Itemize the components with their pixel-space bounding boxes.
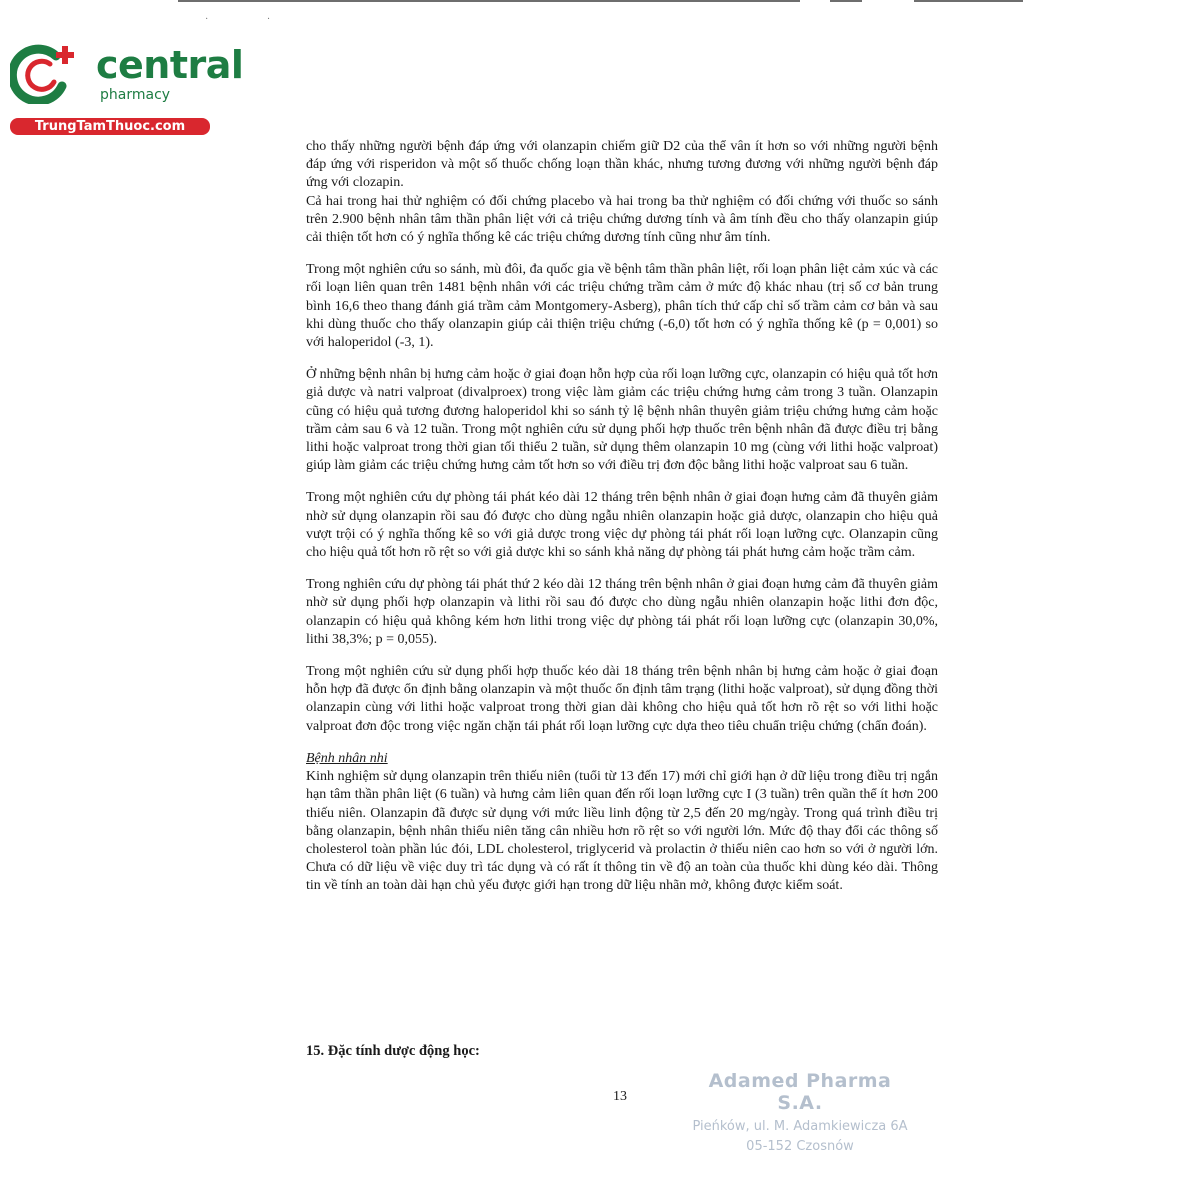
company-stamp	[684, 1070, 916, 1154]
pediatric-section	[306, 750, 938, 896]
paragraph: Cả hai trong hai thử nghiệm có đối chứng placebo và hai trong ba thử nghiệm có đối chứng với thuốc so sánh trên 2.900 bệnh nhân tâm thần phân liệt với cả triệu chứng dương tính và âm tính đều cho thấy olanzapin giúp cải thiện tốt hơn có ý nghĩa thống kê các triệu chứng dương tính cũng như âm tính.	[306, 193, 938, 246]
stamp-address: Pieńków, ul. M. Adamkiewicza 6A	[692, 1119, 908, 1134]
scan-specks: · ·	[205, 14, 299, 25]
stamp-postcode: 05-152 Czosnów	[746, 1139, 854, 1154]
section-title: 15. Đặc tính dược động học:	[306, 1043, 480, 1059]
brand-site-link[interactable]: TrungTamThuoc.com	[10, 118, 210, 135]
brand-logo[interactable]	[10, 38, 244, 138]
page-number: 13	[613, 1089, 627, 1104]
document-body	[306, 138, 938, 896]
paragraph: Ở những bệnh nhân bị hưng cảm hoặc ở giai đoạn hỗn hợp của rối loạn lưỡng cực, olanzapin có hiệu quả tốt hơn giả dược và natri valproat (divalproex) trong việc làm giảm các triệu chứng hưng cảm trong 3 tuần. Olanzapin cũng có hiệu quả tương đương haloperidol khi so sánh tỷ lệ bệnh nhân thuyên giảm triệu chứng hưng cảm hoặc trầm cảm sau 6 và 12 tuần. Trong một nghiên cứu sử dụng phối hợp thuốc trên bệnh nhân đã được điều trị bằng lithi hoặc valproat trong thời gian tối thiểu 2 tuần, sử dụng thêm olanzapin 10 mg (cùng với lithi hoặc valproat) giúp làm giảm các triệu chứng hưng cảm tốt hơn so với điều trị đơn độc bằng lithi hoặc valproat sau 6 tuần.	[306, 367, 938, 474]
pharmacy-cross-icon	[10, 42, 80, 104]
paragraph: Trong nghiên cứu dự phòng tái phát thứ 2 kéo dài 12 tháng trên bệnh nhân ở giai đoạn hưng cảm đã thuyên giảm nhờ sử dụng phối hợp olanzapin và lithi rồi sau đó được cho dùng ngẫu nhiên olanzapin hoặc lithi đơn độc, olanzapin có hiệu quả không kém hơn lithi trong việc dự phòng tái phát rối loạn lưỡng cực (olanzapin 30,0%, lithi 38,3%; p = 0,055).	[306, 577, 938, 647]
subheading-pediatric: Bệnh nhân nhi	[306, 750, 388, 766]
scan-border-gap	[800, 0, 830, 3]
scan-border-gap	[862, 0, 914, 3]
paragraph: Trong một nghiên cứu sử dụng phối hợp thuốc kéo dài 18 tháng trên bệnh nhân bị hưng cảm hoặc ở giai đoạn hỗn hợp đã được ổn định bằng olanzapin và một thuốc ổn định tâm trạng (lithi hoặc valproat), sử dụng đồng thời olanzapin cùng với lithi hoặc valproat trong thời gian dài không cho hiệu quả tốt hơn rõ rệt so với lithi hoặc valproat đơn độc trong việc ngăn chặn tái phát rối loạn lưỡng cực dựa theo tiêu chuẩn triệu chứng (chẩn đoán).	[306, 664, 938, 734]
paragraph: Kinh nghiệm sử dụng olanzapin trên thiếu niên (tuổi từ 13 đến 17) mới chỉ giới hạn ở dữ liệu trong điều trị ngắn hạn tâm thần phân liệt (6 tuần) và hưng cảm liên quan đến rối loạn lưỡng cực I (3 tuần) trên quần thể ít hơn 200 thiếu niên. Olanzapin đã được sử dụng với mức liều linh động từ 2,5 đến 20 mg/ngày. Trong quá trình điều trị bằng olanzapin, bệnh nhân thiếu niên tăng cân nhiều hơn rõ rệt so với người lớn. Mức độ thay đổi các thông số cholesterol toàn phần lúc đói, LDL cholesterol, triglycerid và prolactin ở thiếu niên cao hơn so với ở người lớn. Chưa có dữ liệu về việc duy trì tác dụng và có rất ít thông tin về độ an toàn của thuốc khi dùng kéo dài. Thông tin về tính an toàn dài hạn chủ yếu được giới hạn trong dữ liệu nhãn mở, không được kiểm soát.	[306, 769, 938, 894]
brand-tagline: pharmacy	[100, 87, 171, 103]
paragraph: cho thấy những người bệnh đáp ứng với olanzapin chiếm giữ D2 của thể vân ít hơn so với những người bệnh đáp ứng với risperidon và một số thuốc chống loạn thần khác, nhưng tương đương với những người bệnh đáp ứng với clozapin.	[306, 139, 938, 191]
paragraph: Trong một nghiên cứu dự phòng tái phát kéo dài 12 tháng trên bệnh nhân ở giai đoạn hưng cảm đã thuyên giảm nhờ sử dụng olanzapin rồi sau đó được cho dùng ngẫu nhiên olanzapin hoặc giả dược, olanzapin cho hiệu quả vượt trội có ý nghĩa thống kê so với giả dược trong việc dự phòng tái phát rối loạn lưỡng cực. Olanzapin cũng cho hiệu quả tốt hơn rõ rệt so với giả dược khi so sánh khả năng dự phòng tái phát hưng cảm hoặc trầm cảm.	[306, 490, 938, 561]
brand-name: central	[96, 43, 244, 87]
stamp-company: Adamed Pharma S.A.	[708, 1070, 892, 1114]
paragraph: Trong một nghiên cứu so sánh, mù đôi, đa quốc gia về bệnh tâm thần phân liệt, rối loạn phân liệt cảm xúc và các rối loạn liên quan trên 1481 bệnh nhân với các triệu chứng trầm cảm ở mức độ khác nhau (trị số cơ bản trung bình 16,6 theo thang đánh giá trầm cảm Montgomery-Asberg), phân tích thứ cấp chỉ số trầm cảm cơ bản và sau khi dùng thuốc cho thấy olanzapin giúp cải thiện triệu chứng (-6,0) tốt hơn có ý nghĩa thống kê (p = 0,001) so với haloperidol (-3, 1).	[306, 262, 938, 351]
